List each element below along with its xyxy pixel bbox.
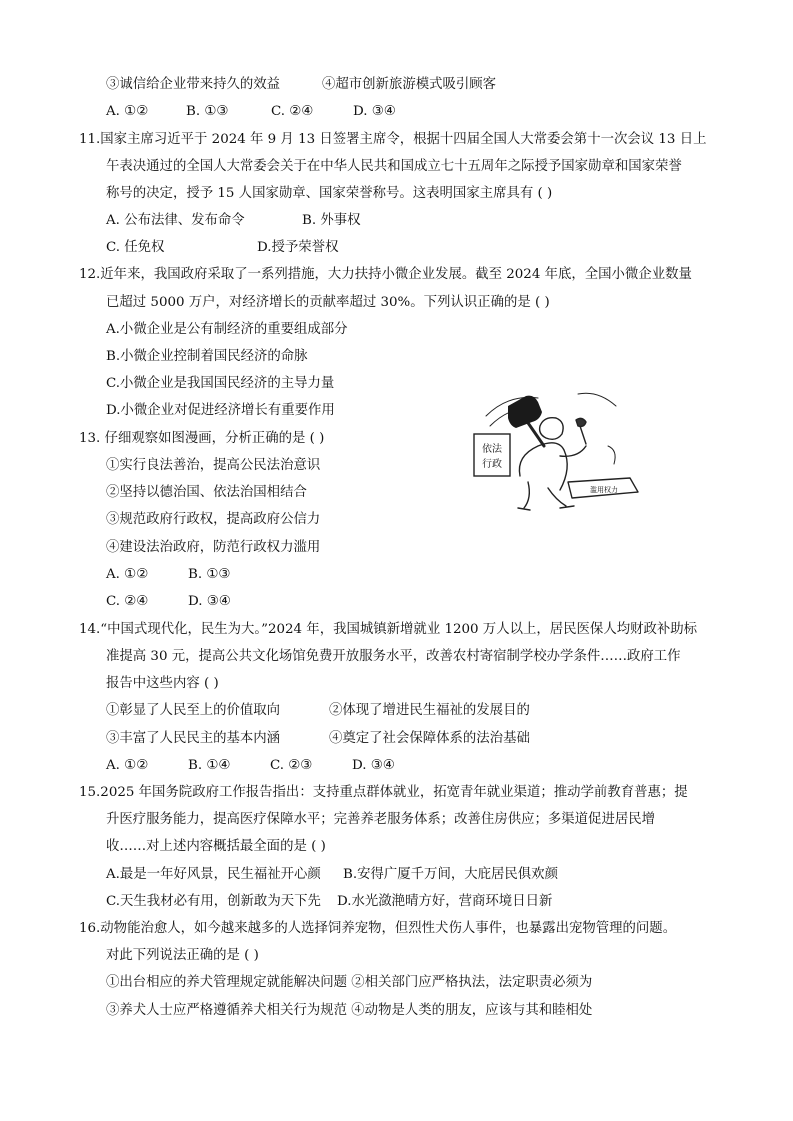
q12-stem-line-2: 已超过 5000 万户，对经济增长的贡献率超过 30%。下列认识正确的是 ( ) [106,295,550,310]
q16-statements-row-2: ③养犬人士应严格遵循养犬相关行为规范 ④动物是人类的朋友，应该与其和睦相处 [106,1003,593,1018]
q14-option-a[interactable]: A. ①② [106,758,149,773]
q15-option-c[interactable]: C.天生我材必有用，创新敢为天下先 [106,894,321,909]
q14-option-b[interactable]: B. ①④ [188,758,231,773]
q14-option-c[interactable]: C. ②③ [270,758,313,773]
q12-option-c[interactable]: C.小微企业是我国国民经济的主导力量 [106,376,335,391]
comic-sign-text-2: 行政 [482,459,502,470]
q12-option-d[interactable]: D.小微企业对促进经济增长有重要作用 [106,403,335,418]
q10-statement-4: ④超市创新旅游模式吸引顾客 [322,77,497,92]
q15-stem-line-2: 升医疗服务能力，提高医疗保障水平；完善养老服务体系；改善住房供应；多渠道促进居民增 [106,812,656,827]
q15-option-a[interactable]: A.最是一年好风景，民生福祉开心颜 [106,867,321,882]
q13-statement-4: ④建设法治政府，防范行政权力滥用 [106,540,321,555]
q14-statement-3: ③丰富了人民民主的基本内涵 [106,731,281,746]
comic-paper-text: 滥用权力 [590,486,618,494]
q15-option-b[interactable]: B.安得广厦千万间，大庇居民俱欢颜 [343,867,558,882]
q11-option-c[interactable]: C. 任免权 [106,240,165,255]
comic-sign-text-1: 依法 [482,444,502,455]
q11-stem-line-2: 午表决通过的全国人大常委会关于在中华人民共和国成立七十五周年之际授予国家勋章和国家荣誉 [106,159,682,174]
q13-statement-1: ①实行良法善治，提高公民法治意识 [106,458,321,473]
q11-stem-line-3: 称号的决定，授予 15 人国家勋章、国家荣誉称号。这表明国家主席具有 ( ) [106,186,553,201]
q16-stem-line-2: 对此下列说法正确的是 ( ) [106,948,259,963]
q13-option-c[interactable]: C. ②④ [106,594,149,609]
q15-stem-line-3: 收……对上述内容概括最全面的是 ( ) [106,839,326,854]
q14-option-d[interactable]: D. ③④ [352,758,395,773]
q14-statement-4: ④奠定了社会保障体系的法治基础 [329,731,530,746]
q14-stem-line-3: 报告中这些内容 ( ) [106,676,219,691]
q11-option-d[interactable]: D.授予荣誉权 [257,240,339,255]
q13-option-a[interactable]: A. ①② [106,567,149,582]
q10-statement-3: ③诚信给企业带来持久的效益 [106,77,281,92]
q13-options-row-2 [106,593,231,611]
q11-stem-line-1: 11.国家主席习近平于 2024 年 9 月 13 日签署主席令，根据十四届全国人大常委会第十一次会议 13 日上 [79,132,707,147]
q12-option-b[interactable]: B.小微企业控制着国民经济的命脉 [106,349,308,364]
q10-option-a[interactable]: A. ①② [106,104,149,119]
q11-option-b[interactable]: B. 外事权 [302,213,361,228]
q16-statements-row-1: ①出台相应的养犬管理规定就能解决问题 ②相关部门应严格执法，法定职责必须为 [106,975,593,990]
q15-stem-line-1: 15.2025 年国务院政府工作报告指出：支持重点群体就业，拓宽青年就业渠道；推动学前教育普惠；提 [79,785,688,800]
q12-stem-line-1: 12.近年来，我国政府采取了一系列措施，大力扶持小微企业发展。截至 2024 年底，全国小微企业数量 [79,267,692,282]
q11-option-a[interactable]: A. 公布法律、发布命令 [106,213,245,228]
q10-options [106,103,396,121]
q14-statement-1: ①彰显了人民至上的价值取向 [106,703,281,718]
q16-stem-line-1: 16.动物能治愈人，如今越来越多的人选择饲养宠物，但烈性犬伤人事件，也暴露出宠物管理的问题。 [79,921,677,936]
q14-statement-2: ②体现了增进民生福祉的发展目的 [329,703,530,718]
q14-stem-line-1: 14.“中国式现代化，民生为大。”2024 年，我国城镇新增就业 1200 万人以上，居民医保人均财政补助标 [79,622,698,637]
q13-statement-3: ③规范政府行政权，提高政府公信力 [106,512,321,527]
q13-stem: 13. 仔细观察如图漫画，分析正确的是 ( ) [79,431,325,446]
q13-options-row-1 [106,566,230,584]
q14-options [106,757,395,775]
q10-option-d[interactable]: D. ③④ [353,104,396,119]
q13-option-b[interactable]: B. ①③ [188,567,231,582]
q13-comic-illustration [468,386,648,516]
q13-statement-2: ②坚持以德治国、依法治国相结合 [106,485,307,500]
q10-option-c[interactable]: C. ②④ [271,104,314,119]
q14-stem-line-2: 准提高 30 元，提高公共文化场馆免费开放服务水平，改善农村寄宿制学校办学条件……政府工作 [106,649,681,664]
q13-option-d[interactable]: D. ③④ [188,594,231,609]
q15-option-d[interactable]: D.水光潋滟晴方好，营商环境日日新 [337,894,553,909]
q10-option-b[interactable]: B. ①③ [186,104,229,119]
q12-option-a[interactable]: A.小微企业是公有制经济的重要组成部分 [106,322,348,337]
